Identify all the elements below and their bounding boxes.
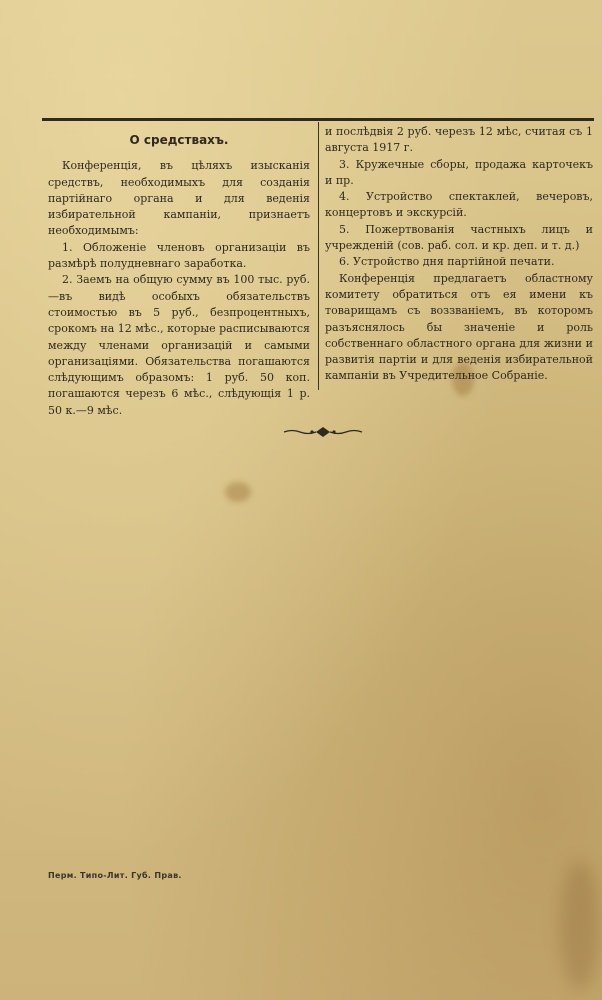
paragraph-item-6: 6. Устройство дня партійной печати. xyxy=(339,255,555,269)
paragraph-item-5: 5. Пожертвованія частныхъ лицъ и учрежденій (сов. раб. сол. и кр. деп. и т. д.) xyxy=(325,222,593,253)
paragraph-item-4: 4. Устройство спектаклей, вечеровъ, концертовъ и экскурсій. xyxy=(325,190,593,220)
article-heading: О средствахъ. xyxy=(129,133,229,147)
ornament-divider-icon xyxy=(282,424,364,440)
top-rule xyxy=(42,118,594,121)
paragraph-proposal: Конференція предлагаетъ областному комитету обратиться отъ ея имени къ товарищамъ съ воззваніемъ, въ которомъ разъяснялось бы значеніе и роль собственнаго областного органа для жизни и развитія партіи и для веденія избирательной кампаніи въ Учредительное Собраніе. xyxy=(325,271,593,383)
printer-imprint: Перм. Типо-Лит. Губ. Прав. xyxy=(48,871,182,880)
paragraph-continuation: и послѣдвія 2 руб. черезъ 12 мѣс, считая съ 1 августа 1917 г. xyxy=(325,125,593,155)
left-column xyxy=(48,124,310,419)
right-column xyxy=(325,124,593,385)
paper-stain xyxy=(560,860,600,990)
paper-stain xyxy=(225,482,251,502)
paragraph-item-1: 1. Обложеніе членовъ организаціи въ размѣрѣ полудневнаго заработка. xyxy=(48,240,310,271)
paragraph-item-2: 2. Заемъ на общую сумму въ 100 тыс. руб.—въ видѣ особыхъ обязательствъ стоимостью въ 5 руб., безпроцентныхъ, срокомъ на 12 мѣс., которые расписываются между членами организацій и самыми организаціями. Обязательства погашаются слѣдующимъ образомъ: 1 руб. 50 коп. погашаются черезъ 6 мѣс., слѣдующія 1 р. 50 к.—9 мѣс. xyxy=(48,273,310,417)
column-divider xyxy=(318,122,319,390)
paragraph-intro: Конференція, въ цѣляхъ изысканія средствъ, необходимыхъ для созданія партійнаго органа и для веденія избирательной кампаніи, признаетъ необходимымъ: xyxy=(48,159,310,238)
paragraph-item-3: 3. Кружечные сборы, продажа карточекъ и пр. xyxy=(325,157,593,187)
